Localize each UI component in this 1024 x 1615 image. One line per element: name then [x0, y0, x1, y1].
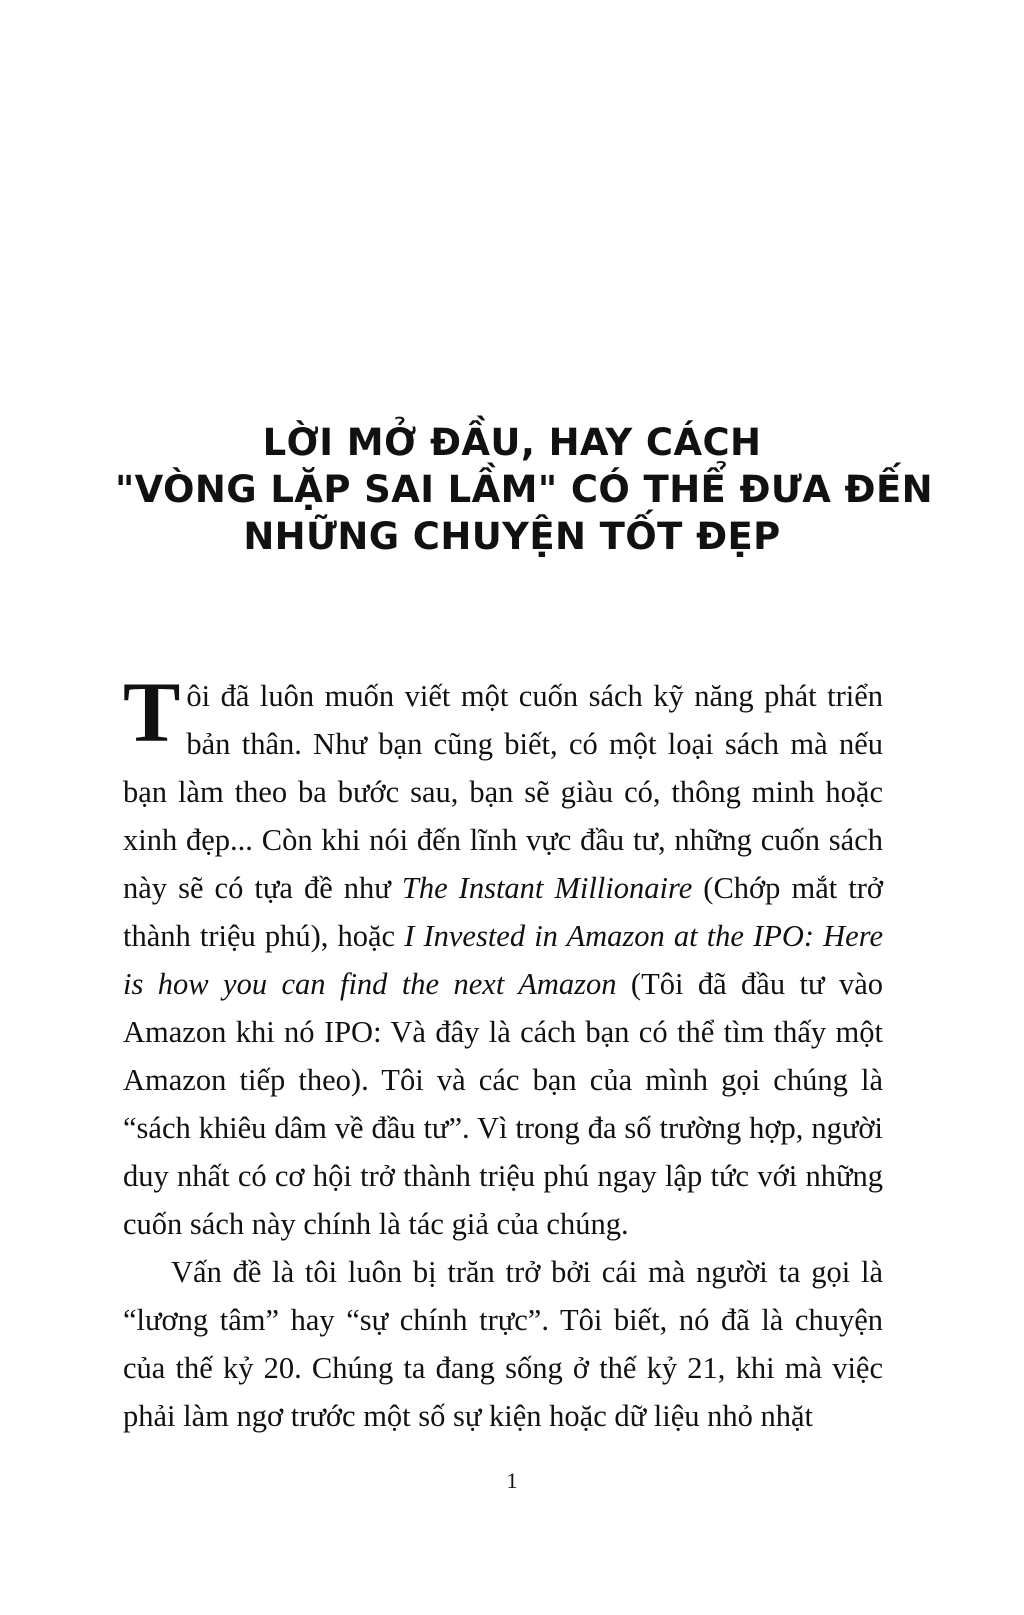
- paragraph-1-part-2: (Chớp mắt trở thành triệu phú), hoặc: [123, 871, 884, 953]
- chapter-title: [115, 420, 933, 561]
- paragraph-1-italic-2: I Invested in Amazon at the IPO: Here is how you can find the next Amazon: [123, 919, 883, 1001]
- paragraph-1-part-3: (Tôi đã đầu tư vào Amazon khi nó IPO: Và đây là cách bạn có thể tìm thấy một Amazon tiếp theo). Tôi và các bạn của mình gọi chúng là “sách khiêu dâm về đầu tư”. Vì trong đa số trường hợp, người duy nhất có cơ hội trở thành triệu phú ngay lập tức với những cuốn sách này chính là tác giả của chúng.: [123, 967, 883, 1241]
- paragraph-1-italic-1: The Instant Millionaire: [401, 871, 693, 905]
- paragraph-2: Vấn đề là tôi luôn bị trăn trở bởi cái mà người ta gọi là “lương tâm” hay “sự chính trực”. Tôi biết, nó đã là chuyện của thế kỷ 20. Chúng ta đang sống ở thế kỷ 21, khi mà việc phải làm ngơ trước một số sự kiện hoặc dữ liệu nhỏ nhặt: [123, 1255, 883, 1433]
- page-number: 1: [506, 1468, 518, 1493]
- body-text: [123, 664, 884, 1440]
- chapter-title-line-3: NHỮNG CHUYỆN TỐT ĐẸP: [243, 514, 781, 558]
- chapter-title-line-1: LỜI MỞ ĐẦU, HAY CÁCH: [262, 420, 762, 464]
- drop-cap: T: [123, 664, 181, 760]
- paragraph-first: [123, 664, 884, 1248]
- paragraph-1-part-1: ôi đã luôn muốn viết một cuốn sách kỹ năng phát triển bản thân. Như bạn cũng biết, có một loại sách mà nếu bạn làm theo ba bước sau, bạn sẽ giàu có, thông minh hoặc xinh đẹp... Còn khi nói đến lĩnh vực đầu tư, những cuốn sách này sẽ có tựa đề như: [123, 679, 883, 905]
- chapter-title-line-2: "VÒNG LẶP SAI LẦM" CÓ THỂ ĐƯA ĐẾN: [115, 467, 933, 511]
